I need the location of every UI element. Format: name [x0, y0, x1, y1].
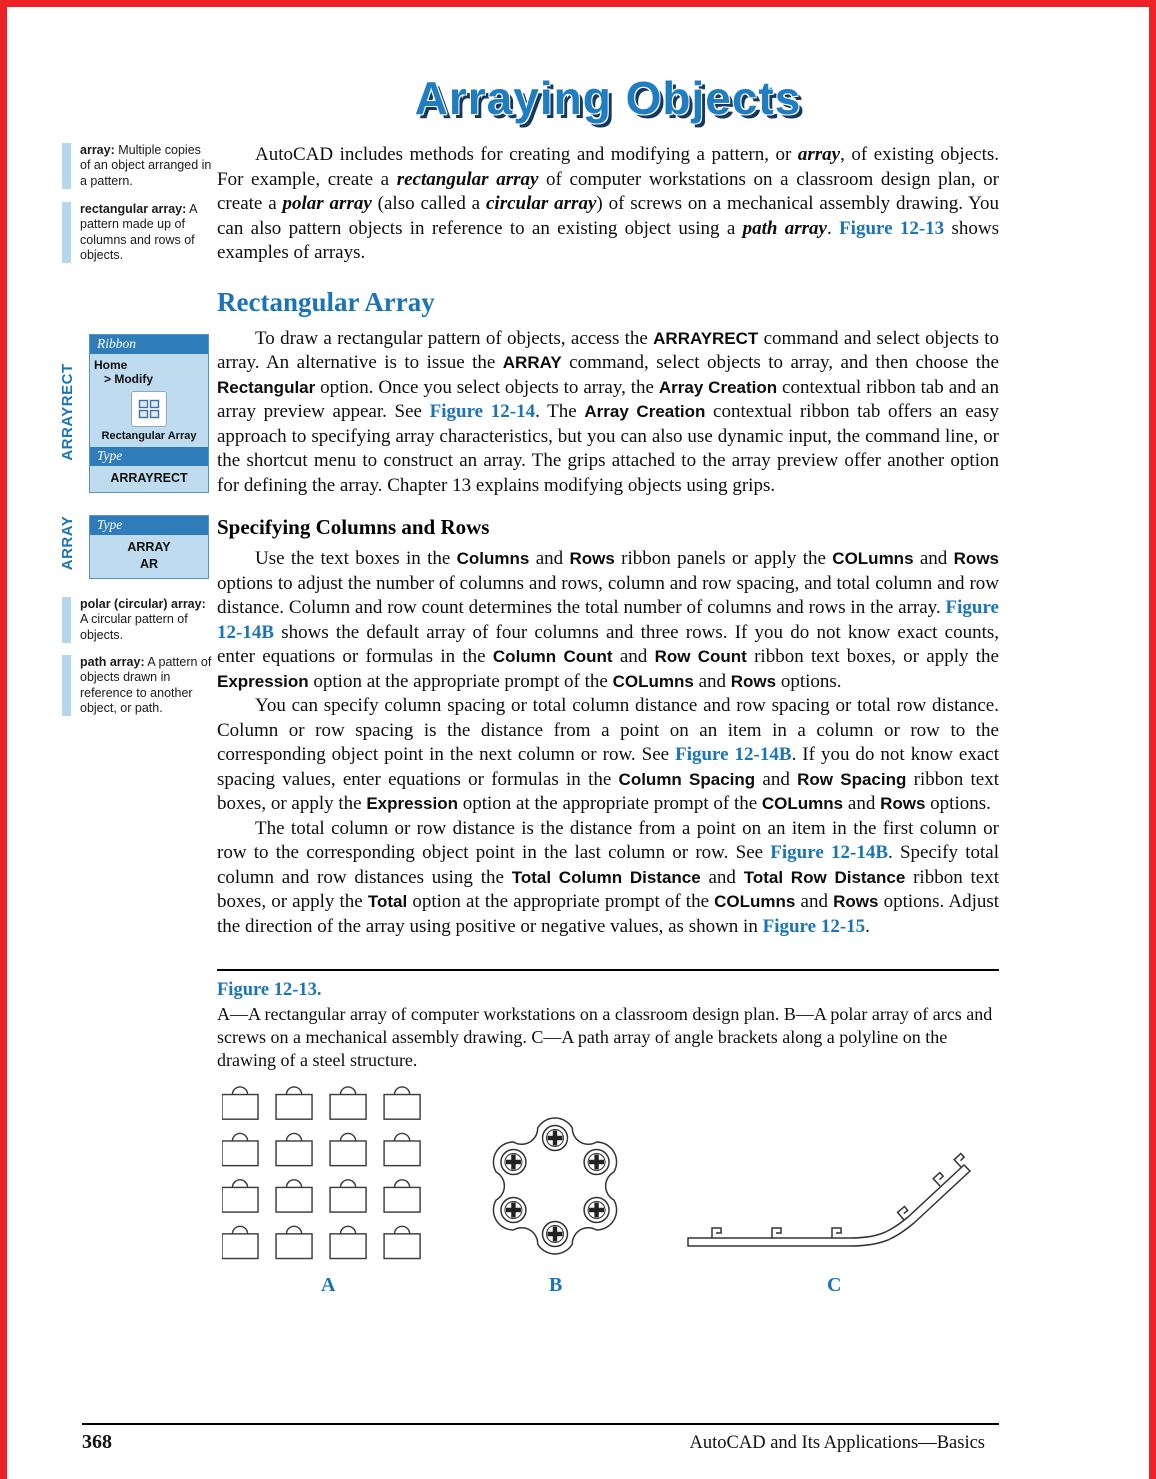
text-run: options.: [925, 793, 991, 814]
text-run: The total column or row distance is the distance from a point on an item in the first column or row to the corresponding object point in the last column or row. See: [217, 817, 999, 863]
text-run: options. Adjust the direction of the array using positive or negative values, as shown in: [217, 891, 1000, 937]
text-run: . Specify total column and row distances using the: [217, 842, 1000, 888]
rectangular-array-button: [131, 391, 167, 427]
book-title: AutoCAD and Its Applications—Basics: [689, 1433, 985, 1453]
page-number: 368: [82, 1431, 112, 1453]
paragraph-columns-rows: [217, 547, 999, 694]
path-array-drawing: [682, 1122, 982, 1272]
ribbon-panel-modify: > Modify: [104, 372, 154, 386]
screw-icon: [543, 1221, 568, 1246]
command-alias: AR: [139, 556, 159, 571]
text-run: ribbon panels or apply the: [614, 548, 833, 569]
command-name: Total Row Distance: [743, 867, 906, 887]
margin-note-text: [80, 143, 214, 189]
screw-icon: [501, 1197, 526, 1222]
note-accent-bar: [62, 655, 71, 716]
text-run: and: [795, 891, 834, 912]
command-name: Rows: [569, 549, 615, 568]
glossary-term: rectangular array: [396, 168, 539, 190]
command-name: Row Count: [654, 647, 747, 666]
figure-reference[interactable]: Figure 12-15: [762, 915, 866, 937]
command-name: Rows: [880, 794, 926, 813]
figure-label: Figure 12-13.: [217, 980, 322, 1000]
text-run: .: [865, 915, 870, 937]
text-run: command and select objects to array. An alternative is to issue the: [217, 327, 999, 373]
paragraph-spacing: [217, 694, 999, 817]
text-run: shows examples of arrays.: [217, 217, 1000, 263]
note-term: path array:: [80, 655, 145, 669]
margin-note-text: [80, 655, 214, 716]
text-run: . The: [535, 401, 585, 422]
figure-12-13: [217, 969, 999, 1302]
note-definition: A pattern of objects drawn in reference to another object, or path.: [80, 655, 212, 715]
command-name: Rectangular: [217, 377, 316, 397]
figure-sublabel-c: C: [827, 1273, 842, 1296]
angle-bracket-icon: [832, 1228, 841, 1238]
text-run: You can specify column spacing or total column distance and row spacing or total row distance. Column or row spacing is the distance from a point on an item in a column or row to the corresponding object point in the next column or row. See: [217, 695, 999, 765]
command-name: COLumns: [612, 671, 694, 691]
text-run: contextual ribbon tab offers an easy approach to specifying array characteristics, but you can also use dynamic input, the command line, or the shortcut menu to construct an array. The grips attached to the array preview offer another option for defining the array. Chapter 13 explains modifying objects using grips.: [217, 401, 999, 496]
screw-icon: [501, 1149, 526, 1174]
steel-member-outline: [688, 1165, 970, 1246]
command-name: Expression: [217, 671, 309, 691]
command-name: Column Spacing: [618, 769, 756, 789]
rectangular-array-drawing: [222, 1084, 440, 1270]
text-run: and: [755, 768, 798, 790]
margin-note-rectangular-array: [62, 202, 214, 263]
note-definition: A circular pattern of objects.: [80, 612, 188, 642]
ribbon-section-header: Ribbon: [90, 335, 208, 354]
figure-caption: A—A rectangular array of computer workstations on a classroom design plan. B—A polar array of arcs and screws on a mechanical assembly drawing. C—A path array of angle brackets along a polyline on the drawing of a steel structure.: [217, 1004, 993, 1070]
figure-sublabel-a: A: [321, 1273, 336, 1296]
glossary-term: array: [797, 144, 841, 165]
text-run: and: [700, 866, 744, 888]
note-term: polar (circular) array:: [80, 597, 206, 611]
text-run: shows the default array of four columns and three rows. If you do not know exact counts, enter equations or formulas in the: [217, 621, 999, 667]
text-run: Use the text boxes in the: [255, 548, 457, 569]
text-run: .: [827, 217, 840, 239]
text-run: , of existing objects. For example, create a: [217, 144, 1000, 190]
note-definition: Multiple copies of an object arranged in a pattern.: [80, 143, 212, 188]
text-run: options.: [776, 670, 842, 692]
figure-reference[interactable]: Figure 12-14B: [770, 842, 888, 863]
note-accent-bar: [62, 143, 71, 189]
type-panel: [90, 466, 208, 492]
type-section-header: Type: [90, 516, 208, 535]
vertical-label-array: ARRAY: [59, 515, 76, 571]
command-name: Total: [367, 892, 408, 911]
screw-icon: [584, 1149, 609, 1174]
ribbon-tab-home: Home: [94, 358, 128, 372]
command-name: Array Creation: [584, 402, 706, 421]
text-run: . If you do not know exact spacing values, enter equations or formulas in the: [217, 744, 999, 790]
figure-reference[interactable]: Figure 12-13: [839, 217, 945, 239]
text-run: option at the appropriate prompt of the: [407, 891, 715, 912]
text-run: contextual ribbon tab and an array preview appear. See: [217, 376, 999, 422]
paragraph-arrayrect-access: [217, 327, 999, 499]
type-section-header: Type: [90, 447, 208, 466]
footer-rule: [82, 1423, 999, 1425]
glossary-term: polar array: [282, 193, 372, 214]
arrayrect-reference-box: [89, 334, 209, 493]
figure-sublabel-b: B: [549, 1273, 563, 1296]
command-name: Total Column Distance: [511, 867, 701, 887]
margin-note-path-array: [62, 655, 214, 716]
note-accent-bar: [62, 597, 71, 643]
text-run: option. Once you select objects to array, the: [315, 376, 659, 398]
command-name: Column Count: [492, 647, 613, 666]
command-name: COLumns: [832, 549, 914, 568]
command-name: ARRAY: [502, 353, 562, 372]
rectangular-array-icon: [137, 397, 161, 421]
figure-divider-rule: [217, 969, 999, 971]
command-name: Columns: [456, 549, 530, 568]
glossary-term: path array: [742, 217, 827, 239]
figure-reference[interactable]: Figure 12-14B: [217, 597, 999, 643]
array-reference-box: [89, 515, 209, 579]
main-text-column: [217, 143, 999, 1302]
text-run: command, select objects to array, and then choose the: [561, 352, 999, 373]
note-term: array:: [80, 143, 115, 157]
glossary-term: circular array: [486, 193, 597, 214]
command-name: Array Creation: [658, 377, 778, 397]
text-run: and: [612, 646, 655, 667]
command-name: Rows: [833, 892, 879, 911]
command-name: Rows: [953, 549, 999, 568]
screw-icon: [543, 1125, 568, 1150]
figure-artwork: [217, 1084, 999, 1302]
command-name: Expression: [366, 794, 458, 813]
margin-note-polar-array: [62, 597, 214, 643]
text-run: AutoCAD includes methods for creating and modifying a pattern, or: [255, 144, 798, 165]
text-run: ribbon text boxes, or apply the: [217, 768, 999, 814]
vertical-label-arrayrect: ARRAYRECT: [59, 363, 76, 461]
text-run: ribbon text boxes, or apply the: [217, 866, 999, 912]
text-run: ) of screws on a mechanical assembly drawing. You can also pattern objects in reference to an existing object using a: [217, 193, 999, 239]
figure-reference[interactable]: Figure 12-14B: [675, 744, 792, 765]
angle-bracket-icon: [954, 1153, 967, 1166]
margin-note-text: [80, 597, 214, 643]
command-entry: ARRAY: [127, 540, 171, 554]
text-run: ribbon text boxes, or apply the: [746, 646, 999, 667]
tool-label: Rectangular Array: [101, 430, 197, 442]
note-accent-bar: [62, 202, 71, 263]
text-run: option at the appropriate prompt of the: [457, 793, 762, 814]
command-name: ARRAYRECT: [653, 328, 759, 348]
text-run: option at the appropriate prompt of the: [308, 670, 613, 692]
note-term: rectangular array:: [80, 202, 187, 216]
text-run: (also called a: [371, 193, 486, 214]
angle-bracket-icon: [712, 1228, 721, 1238]
page-title: Arraying Objects: [414, 72, 802, 124]
margin-note-array: [62, 143, 214, 189]
text-run: and: [693, 670, 731, 692]
command-entry: ARRAYRECT: [110, 471, 188, 485]
command-name: Row Spacing: [797, 769, 907, 789]
intro-paragraph: [217, 143, 999, 266]
type-panel: [90, 535, 208, 578]
text-run: of computer workstations on a classroom design plan, or create a: [217, 168, 999, 214]
text-run: and: [913, 548, 954, 569]
command-name: Rows: [730, 671, 777, 691]
section-heading-rectangular-array: Rectangular Array: [217, 286, 435, 317]
subheading-specifying-columns-rows: Specifying Columns and Rows: [217, 515, 490, 539]
text-run: and: [843, 793, 881, 814]
polar-array-drawing: [475, 1106, 635, 1266]
ribbon-path-panel: [90, 354, 208, 447]
text-run: options to adjust the number of columns and rows, column and row spacing, and total column and row distance. Column and row count determines the total number of columns and rows in the array.: [217, 572, 999, 618]
figure-reference[interactable]: Figure 12-14: [429, 401, 536, 422]
margin-note-text: [80, 202, 214, 263]
screw-icon: [584, 1197, 609, 1222]
command-name: COLumns: [761, 794, 844, 813]
paragraph-total-distance: [217, 817, 999, 940]
text-run: and: [529, 548, 570, 569]
text-run: To draw a rectangular pattern of objects, access the: [255, 327, 654, 349]
note-definition: A pattern made up of columns and rows of objects.: [80, 202, 197, 262]
angle-bracket-icon: [772, 1228, 781, 1238]
command-name: COLumns: [714, 892, 796, 911]
